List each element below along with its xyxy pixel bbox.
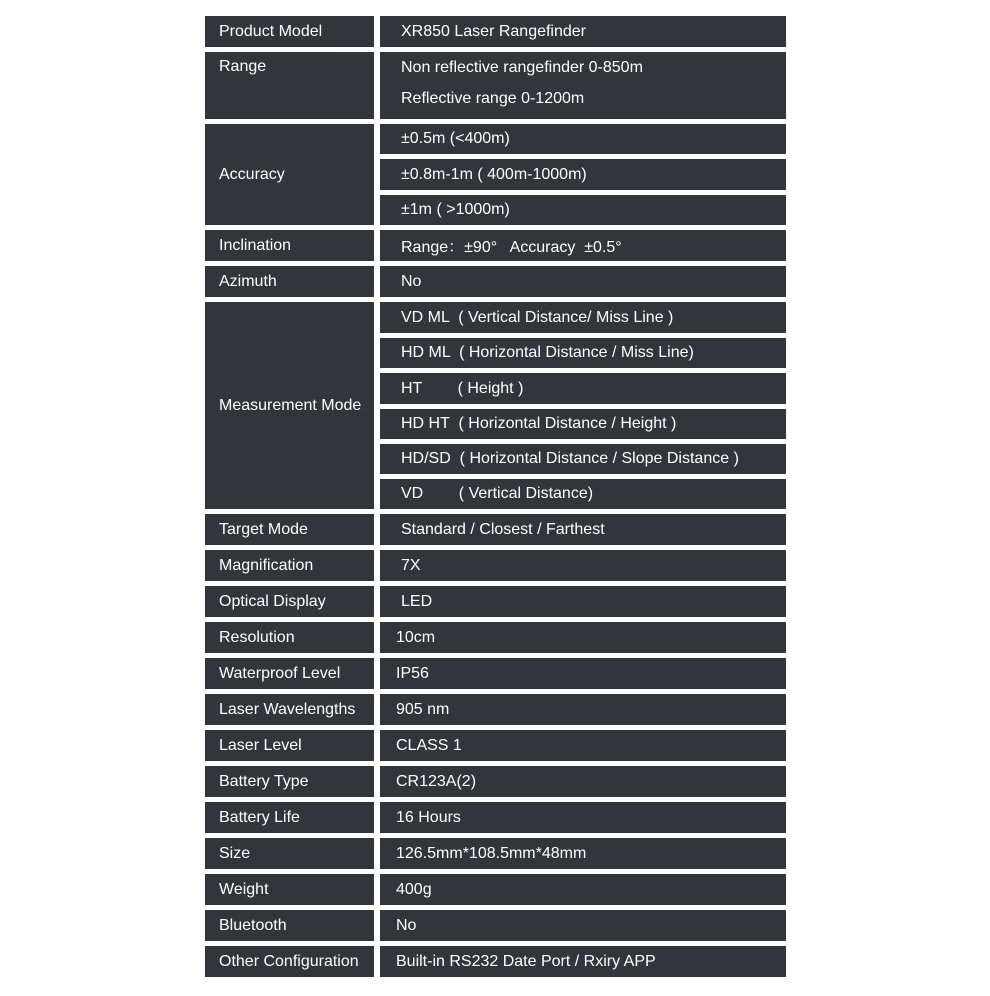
spec-value: CR123A(2) <box>380 766 786 797</box>
spec-value: XR850 Laser Rangefinder <box>380 16 786 47</box>
spec-row-magnification <box>205 550 786 581</box>
spec-label: Other Configuration <box>205 946 374 977</box>
spec-label: Measurement Mode <box>205 302 374 509</box>
spec-label: Battery Type <box>205 766 374 797</box>
spec-value: 7X <box>380 550 786 581</box>
spec-value: HT ( Height ) <box>380 373 786 404</box>
spec-value: IP56 <box>380 658 786 689</box>
spec-table <box>205 16 786 982</box>
spec-value: Non reflective rangefinder 0-850m <box>380 52 786 83</box>
spec-value: No <box>380 910 786 941</box>
spec-value: ±0.5m (<400m) <box>380 124 786 154</box>
spec-label: Size <box>205 838 374 869</box>
spec-row-size <box>205 838 786 869</box>
spec-row-laser-wavelengths <box>205 694 786 725</box>
spec-value: No <box>380 266 786 297</box>
spec-row-measurement-mode <box>205 302 786 509</box>
spec-value: Range：±90° Accuracy ±0.5° <box>380 230 786 261</box>
spec-value: Standard / Closest / Farthest <box>380 514 786 545</box>
spec-label: Optical Display <box>205 586 374 617</box>
spec-row-target-mode <box>205 514 786 545</box>
spec-label: Battery Life <box>205 802 374 833</box>
spec-row-optical-display <box>205 586 786 617</box>
spec-row-waterproof-level <box>205 658 786 689</box>
spec-value: VD ( Vertical Distance) <box>380 479 786 509</box>
spec-value: LED <box>380 586 786 617</box>
spec-value: HD/SD ( Horizontal Distance / Slope Distance ) <box>380 444 786 474</box>
spec-label: Weight <box>205 874 374 905</box>
spec-label: Inclination <box>205 230 374 261</box>
spec-row-battery-life <box>205 802 786 833</box>
spec-label: Waterproof Level <box>205 658 374 689</box>
spec-row-bluetooth <box>205 910 786 941</box>
spec-value: VD ML ( Vertical Distance/ Miss Line ) <box>380 302 786 333</box>
spec-label: Product Model <box>205 16 374 47</box>
spec-label: Magnification <box>205 550 374 581</box>
spec-value: CLASS 1 <box>380 730 786 761</box>
spec-row-accuracy <box>205 124 786 225</box>
spec-row-other-configuration <box>205 946 786 977</box>
spec-label: Bluetooth <box>205 910 374 941</box>
spec-value: 905 nm <box>380 694 786 725</box>
spec-value: 16 Hours <box>380 802 786 833</box>
spec-row-resolution <box>205 622 786 653</box>
spec-label: Range <box>205 52 374 119</box>
spec-label: Laser Wavelengths <box>205 694 374 725</box>
spec-row-laser-level <box>205 730 786 761</box>
spec-value: 400g <box>380 874 786 905</box>
spec-label: Azimuth <box>205 266 374 297</box>
spec-value: HD ML ( Horizontal Distance / Miss Line) <box>380 338 786 368</box>
spec-value: Reflective range 0-1200m <box>380 83 786 119</box>
spec-label: Resolution <box>205 622 374 653</box>
spec-value: 126.5mm*108.5mm*48mm <box>380 838 786 869</box>
spec-label: Accuracy <box>205 124 374 225</box>
spec-value: 10cm <box>380 622 786 653</box>
spec-label: Laser Level <box>205 730 374 761</box>
spec-label: Target Mode <box>205 514 374 545</box>
spec-value: Built-in RS232 Date Port / Rxiry APP <box>380 946 786 977</box>
spec-row-range <box>205 52 786 119</box>
spec-value: HD HT ( Horizontal Distance / Height ) <box>380 409 786 439</box>
spec-row-product-model <box>205 16 786 47</box>
spec-row-inclination <box>205 230 786 261</box>
spec-row-battery-type <box>205 766 786 797</box>
spec-value: ±1m ( >1000m) <box>380 195 786 225</box>
spec-row-weight <box>205 874 786 905</box>
spec-row-azimuth <box>205 266 786 297</box>
spec-value: ±0.8m-1m ( 400m-1000m) <box>380 159 786 190</box>
